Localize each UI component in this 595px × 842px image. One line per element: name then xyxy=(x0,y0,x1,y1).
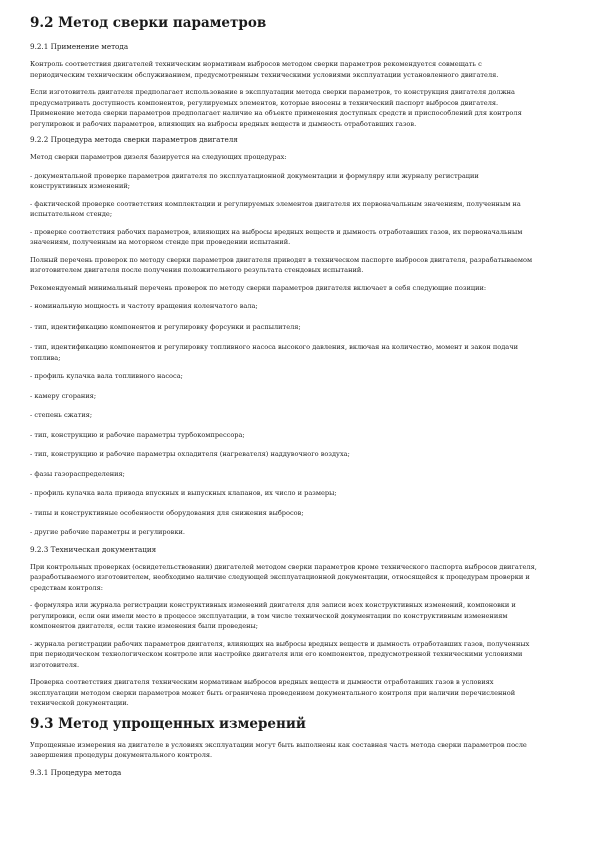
list-item-check-12: - другие рабочие параметры и регулировки. xyxy=(30,528,185,536)
paragraph-simplified: Упрощенные измерения на двигателе в условиях эксплуатации могут быть выполнены как составная часть метода сверки параметров после завершения процедуры документального контроля. xyxy=(30,740,527,759)
list-item-procedure-1: - документальной проверке параметров двигателя по эксплуатационной документации и формуляру или журналу регистрации конструктивных изменений; xyxy=(30,171,479,190)
paragraph-9-2-1-a: Контроль соответствия двигателей техническим нормативам выбросов методом сверки параметров рекомендуется совмещать с периодическим техническим обслуживанием, предусмотренным техническими условиями эксплуатации установленного двигателя. xyxy=(30,60,499,79)
paragraph-min-list: Рекомендуемый минимальный перечень проверок по методу сверки параметров двигателя включает в себя следующие позиции: xyxy=(30,283,487,292)
list-item-check-3: - тип, идентификацию компонентов и регулировку топливного насоса высокого давления, включая на количество, момент и закон подачи топлива; xyxy=(30,343,518,362)
list-item-procedure-3: - проверке соответствия рабочих параметров, влияющих на выбросы вредных веществ и дымность отработавших газов, их первоначальным значениям, полученным на моторном стенде при проведении испытаний. xyxy=(30,227,523,246)
paragraph-full-list: Полный перечень проверок по методу сверки параметров двигателя приводят в техническом паспорте выбросов двигателя, разрабатываемом изготовителем двигателя после получения положительного результата стендовых испытаний. xyxy=(30,255,533,274)
list-item-doc-2: - журнала регистрации рабочих параметров двигателя, влияющих на выбросы вредных веществ и дымность отработавших газов, полученных при периодическом технологическом контроле или настройке двигателя или его компонентов, предусмотренной техническими условиями изготовителя. xyxy=(30,639,530,669)
list-item-check-2: - тип, идентификацию компонентов и регулировку форсунки и распылителя; xyxy=(30,322,301,331)
list-item-check-5: - камеру сгорания; xyxy=(30,391,97,400)
list-item-check-7: - тип, конструкцию и рабочие параметры турбокомпрессора; xyxy=(30,430,245,439)
list-item-procedure-2: - фактической проверке соответствия комплектации и регулируемых элементов двигателя их первоначальным значениям, полученным на испытательном стенде; xyxy=(30,199,521,218)
list-item-check-9: - фазы газораспределения; xyxy=(30,469,125,478)
list-item-doc-1: - формуляра или журнала регистрации конструктивных изменений двигателя для записи всех конструктивных изменений, компоновки и регулировки, если они имели место в процессе эксплуатации, в том числе технической документации по конструктивным изменениям компонентов двигателя, если такие изменения были проведены; xyxy=(30,601,516,630)
paragraph-9-2-1-b: Если изготовитель двигателя предполагает использование в эксплуатации метода сверки параметров, то конструкция двигателя должна предусматривать доступность компонентов, регулируемых элементов, которые вносены в технический паспорт выбросов двигателя. Применение метода сверки параметров предполагает наличие на объекте применения доступных средств и приспособлений для контроля регулировок и рабочих параметров, влияющих на выбросы вредных веществ и дымность отработавших газов. xyxy=(30,88,522,128)
list-item-check-8: - тип, конструкцию и рабочие параметры охладителя (нагревателя) наддувочного воздуха; xyxy=(30,450,350,458)
subsection-heading-9-2-1: 9.2.1 Применение метода xyxy=(30,42,129,51)
subsection-heading-9-3-1: 9.3.1 Процедура метода xyxy=(30,767,122,777)
list-item-check-10: - профиль кулачка вала привода впускных и выпускных клапанов, их число и размеры; xyxy=(30,489,337,497)
subsection-heading-9-2-2: 9.2.2 Процедура метода сверки параметров двигателя xyxy=(30,135,238,144)
paragraph-intro-procedures: Метод сверки параметров дизеля базируется на следующих процедурах: xyxy=(30,153,287,161)
section-heading-9-2: 9.2 Метод сверки параметров xyxy=(30,15,267,31)
list-item-check-4: - профиль кулачка вала топливного насоса; xyxy=(30,372,183,380)
paragraph-conformity: Проверка соответствия двигателя техническим нормативам выбросов вредных веществ и дымности отработавших газов в условиях эксплуатации методом сверки параметров может быть ограничена проведением документального контроля при наличии перечисленной технической документации. xyxy=(30,678,516,707)
list-item-check-11: - типы и конструктивные особенности оборудования для снижения выбросов; xyxy=(30,508,304,517)
subsection-heading-9-2-3: 9.2.3 Техническая документация xyxy=(30,544,157,554)
section-heading-9-3: 9.3 Метод упрощенных измерений xyxy=(30,715,306,732)
list-item-check-6: - степень сжатия; xyxy=(30,411,93,419)
list-item-check-1: - номинальную мощность и частоту вращения коленчатого вала; xyxy=(30,302,258,310)
paragraph-documentation: При контрольных проверках (освидетельствовании) двигателей методом сверки параметров кроме технического паспорта выбросов двигателя, разработываемого изготовителем, необходимо наличие следующей эксплуатационной документации, относящейся к процедурам проверки и средствам контроля: xyxy=(30,562,537,592)
